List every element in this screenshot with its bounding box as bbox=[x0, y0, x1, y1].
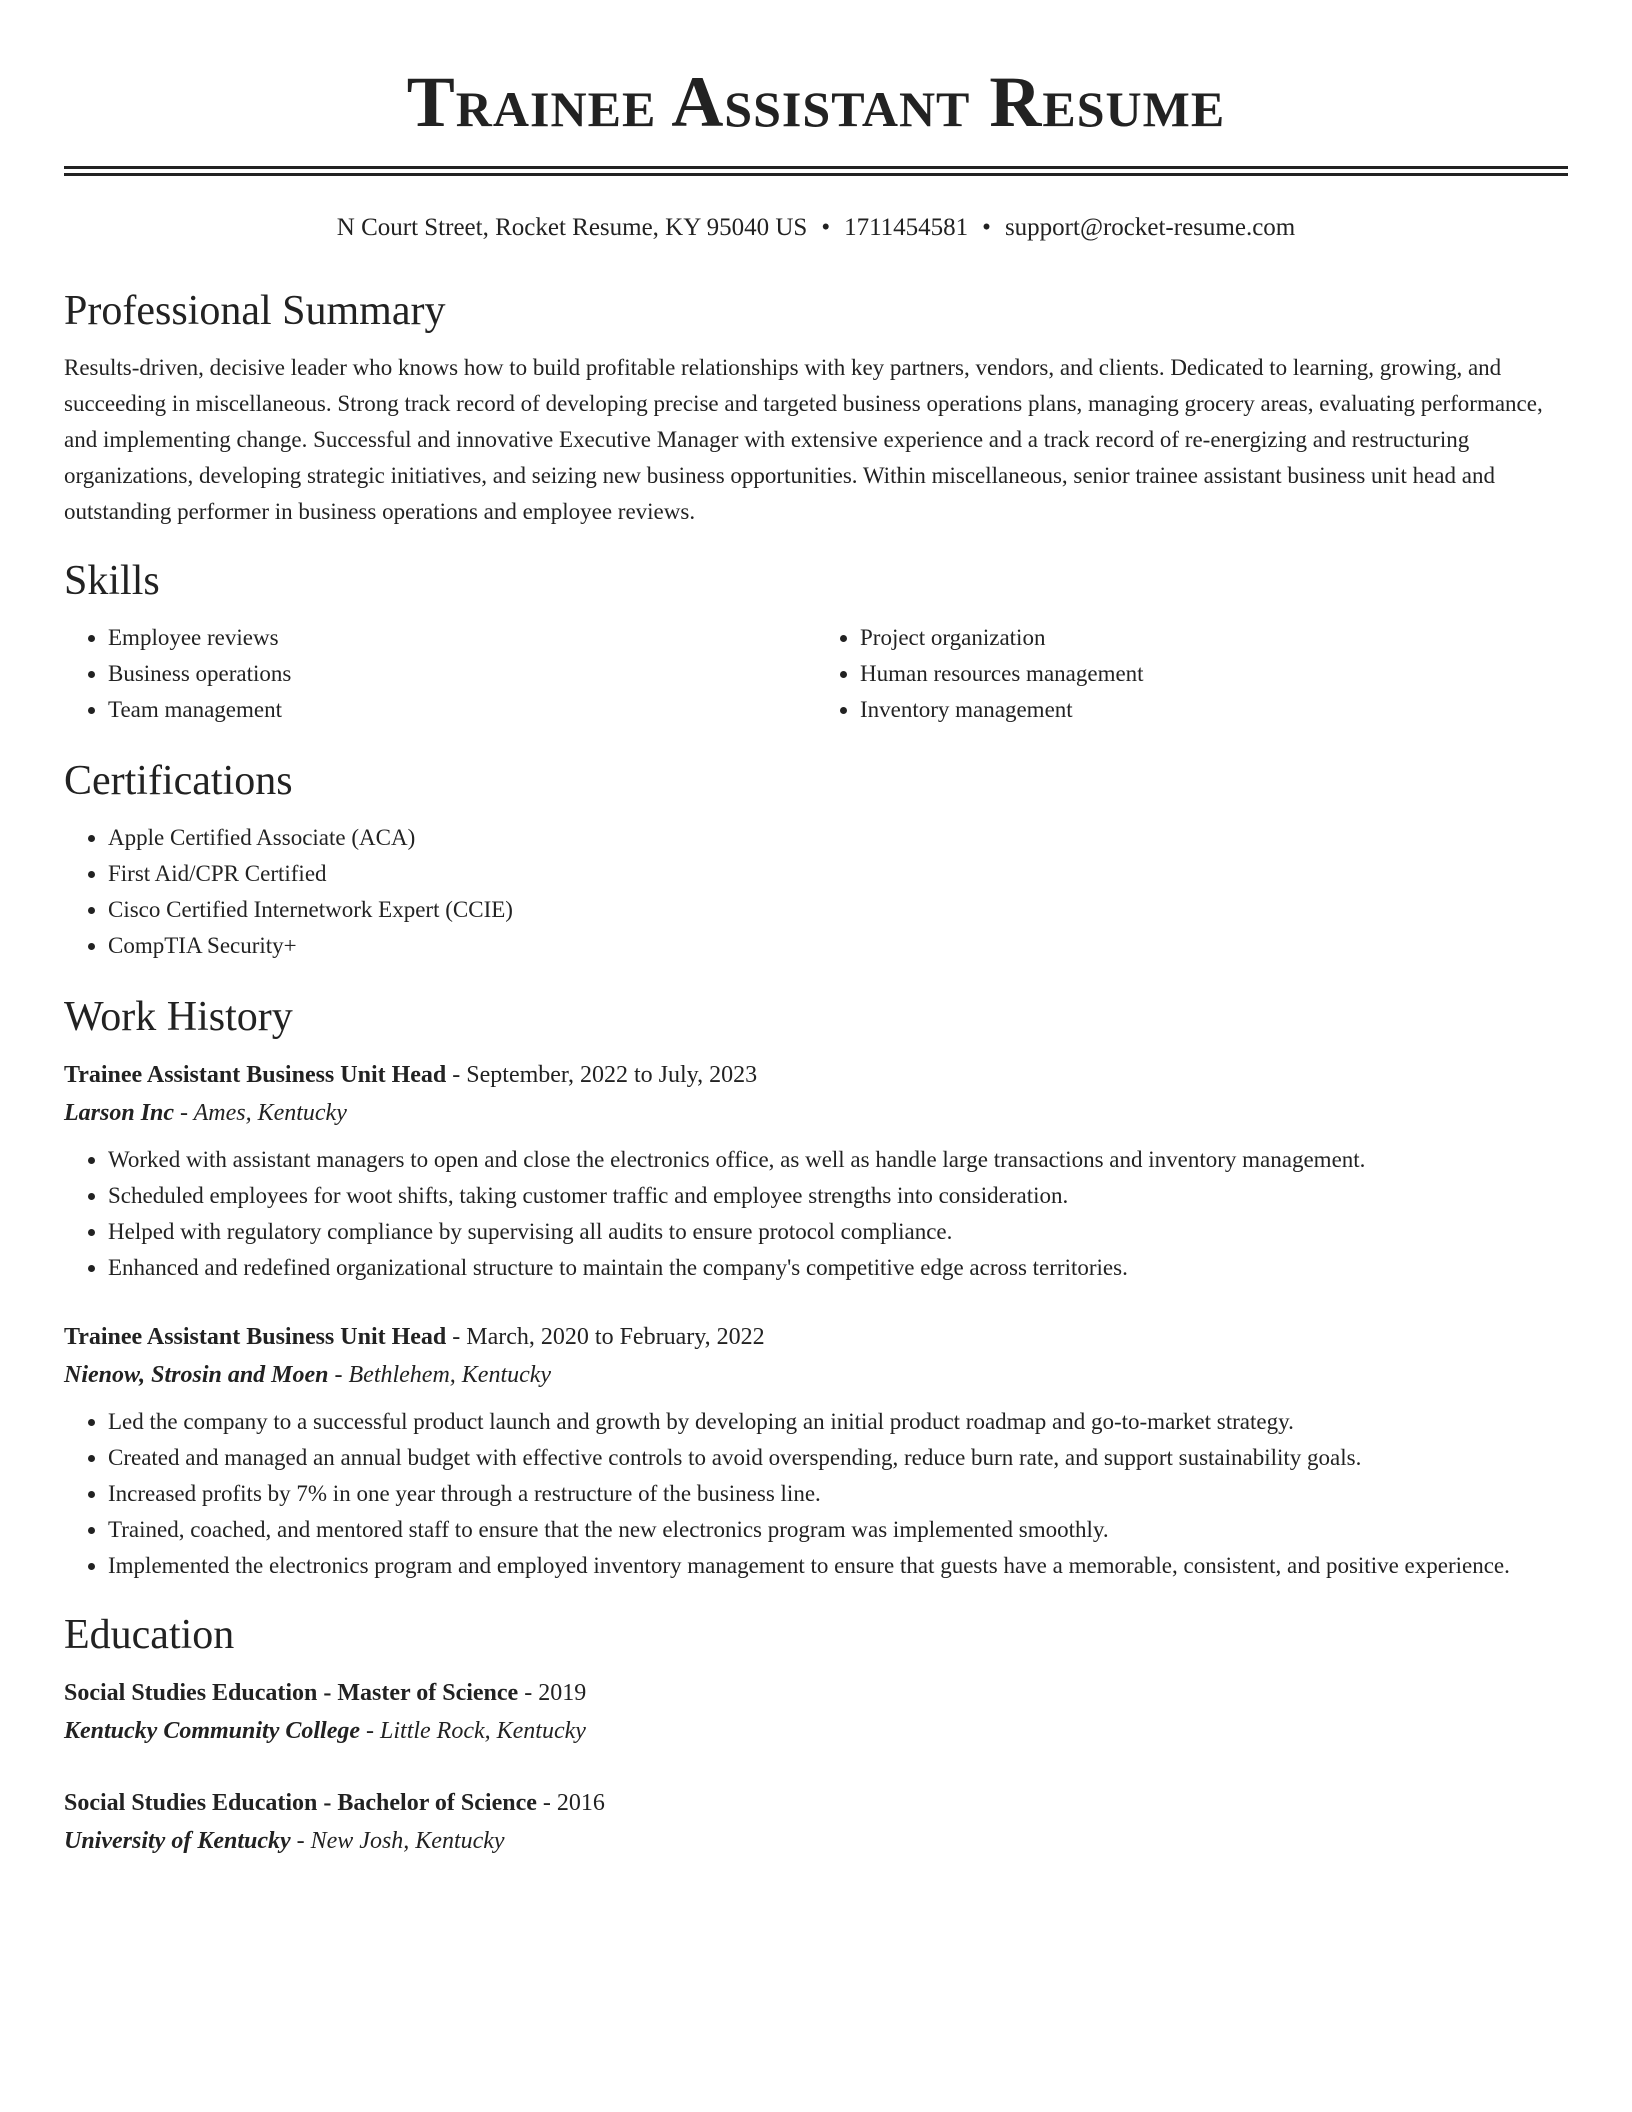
job-bullet: • Enhanced and redefined organizational structure to maintain the company's competitive edge across territories. bbox=[108, 1250, 1568, 1286]
contact-separator: • bbox=[982, 214, 991, 241]
job-entry bbox=[64, 1318, 1568, 1584]
education-school-line bbox=[64, 1712, 1568, 1750]
job-dates: - March, 2020 to February, 2022 bbox=[446, 1324, 765, 1350]
education-degree-line bbox=[64, 1674, 1568, 1712]
job-location: - Bethlehem, Kentucky bbox=[328, 1362, 552, 1388]
education-school-line bbox=[64, 1822, 1568, 1860]
job-title: Trainee Assistant Business Unit Head bbox=[64, 1062, 447, 1088]
skill-item: • Human resources management bbox=[860, 656, 1568, 692]
contact-separator: • bbox=[821, 214, 831, 241]
skill-item: • Project organization bbox=[860, 620, 1568, 656]
skill-item: • Inventory management bbox=[860, 692, 1568, 728]
education-degree: Social Studies Education - Master of Science bbox=[64, 1680, 519, 1706]
education-section bbox=[64, 1610, 1568, 1860]
job-title: Trainee Assistant Business Unit Head bbox=[64, 1324, 447, 1350]
summary-text: Results-driven, decisive leader who knows how to build profitable relationships with key partners, vendors, and clients. Dedicated to learning, growing, and succeeding in miscellaneous. Strong track record of developing precise and targeted business operations plans, managing grocery areas, evaluating performance, and implementing change. Successful and innovative Executive Manager with extensive experience and a track record of re-energizing and restructuring organizations, developing strategic initiatives, and seizing new business opportunities. Within miscellaneous, senior trainee assistant business unit head and outstanding performer in business operations and employee reviews. bbox=[64, 355, 1543, 524]
education-degree: Social Studies Education - Bachelor of Science bbox=[64, 1790, 537, 1816]
education-school: University of Kentucky bbox=[64, 1828, 291, 1854]
job-title-line bbox=[64, 1056, 1568, 1094]
job-company-line bbox=[64, 1356, 1568, 1394]
education-year: - 2019 bbox=[518, 1680, 587, 1706]
job-bullet: • Helped with regulatory compliance by supervising all audits to ensure protocol compliance. bbox=[108, 1214, 1568, 1250]
skill-item: • Team management bbox=[108, 692, 816, 728]
job-company-line bbox=[64, 1094, 1568, 1132]
work-history-section bbox=[64, 992, 1568, 1584]
skills-heading: Skills bbox=[64, 558, 160, 604]
education-year: - 2016 bbox=[536, 1790, 605, 1816]
skills-section bbox=[64, 556, 1568, 728]
education-location: - New Josh, Kentucky bbox=[290, 1828, 505, 1854]
education-degree-line bbox=[64, 1784, 1568, 1822]
skills-list-left bbox=[64, 620, 816, 728]
education-entry bbox=[64, 1674, 1568, 1750]
job-bullet: • Worked with assistant managers to open and close the electronics office, as well as handle large transactions and inventory management. bbox=[108, 1142, 1568, 1178]
certifications-list bbox=[64, 820, 1568, 964]
job-location: - Ames, Kentucky bbox=[174, 1100, 347, 1126]
job-bullet: • Scheduled employees for woot shifts, taking customer traffic and employee strengths into consideration. bbox=[108, 1178, 1568, 1214]
certification-item: • Cisco Certified Internetwork Expert (CCIE) bbox=[108, 892, 1568, 928]
resume-title: Trainee Assistant Resume bbox=[406, 62, 1226, 142]
job-title-line bbox=[64, 1318, 1568, 1356]
certifications-section bbox=[64, 756, 1568, 964]
summary-heading: Professional Summary bbox=[64, 288, 446, 334]
certification-item: • CompTIA Security+ bbox=[108, 928, 1568, 964]
skill-item: • Business operations bbox=[108, 656, 816, 692]
certifications-heading: Certifications bbox=[64, 758, 293, 804]
contact-email: support@rocket-resume.com bbox=[1004, 214, 1296, 241]
job-company: Larson Inc bbox=[64, 1100, 175, 1126]
education-location: - Little Rock, Kentucky bbox=[360, 1718, 586, 1744]
job-bullets bbox=[64, 1404, 1568, 1584]
skills-columns bbox=[64, 620, 1568, 728]
education-entry bbox=[64, 1784, 1568, 1860]
skill-item: • Employee reviews bbox=[108, 620, 816, 656]
contact-line bbox=[64, 212, 1568, 244]
job-company: Nienow, Strosin and Moen bbox=[64, 1362, 329, 1388]
education-heading: Education bbox=[64, 1612, 235, 1658]
job-entry bbox=[64, 1056, 1568, 1286]
job-dates: - September, 2022 to July, 2023 bbox=[446, 1062, 758, 1088]
contact-address: N Court Street, Rocket Resume, KY 95040 US bbox=[336, 214, 808, 241]
job-bullet: • Increased profits by 7% in one year through a restructure of the business line. bbox=[108, 1476, 1568, 1512]
job-bullet: • Implemented the electronics program and employed inventory management to ensure that guests have a memorable, consistent, and positive experience. bbox=[108, 1548, 1568, 1584]
job-bullets bbox=[64, 1142, 1568, 1286]
certification-item: • First Aid/CPR Certified bbox=[108, 856, 1568, 892]
job-bullet: • Created and managed an annual budget with effective controls to avoid overspending, reduce burn rate, and support sustainability goals. bbox=[108, 1440, 1568, 1476]
education-school: Kentucky Community College bbox=[64, 1718, 361, 1744]
work-history-heading: Work History bbox=[64, 994, 293, 1040]
summary-section bbox=[64, 286, 1568, 530]
title-rule-bottom bbox=[64, 173, 1568, 176]
job-bullet: • Led the company to a successful product launch and growth by developing an initial product roadmap and go-to-market strategy. bbox=[108, 1404, 1568, 1440]
skills-list-right bbox=[816, 620, 1568, 728]
certification-item: • Apple Certified Associate (ACA) bbox=[108, 820, 1568, 856]
job-bullet: • Trained, coached, and mentored staff to ensure that the new electronics program was implemented smoothly. bbox=[108, 1512, 1568, 1548]
contact-phone: 1711454581 bbox=[844, 214, 969, 241]
